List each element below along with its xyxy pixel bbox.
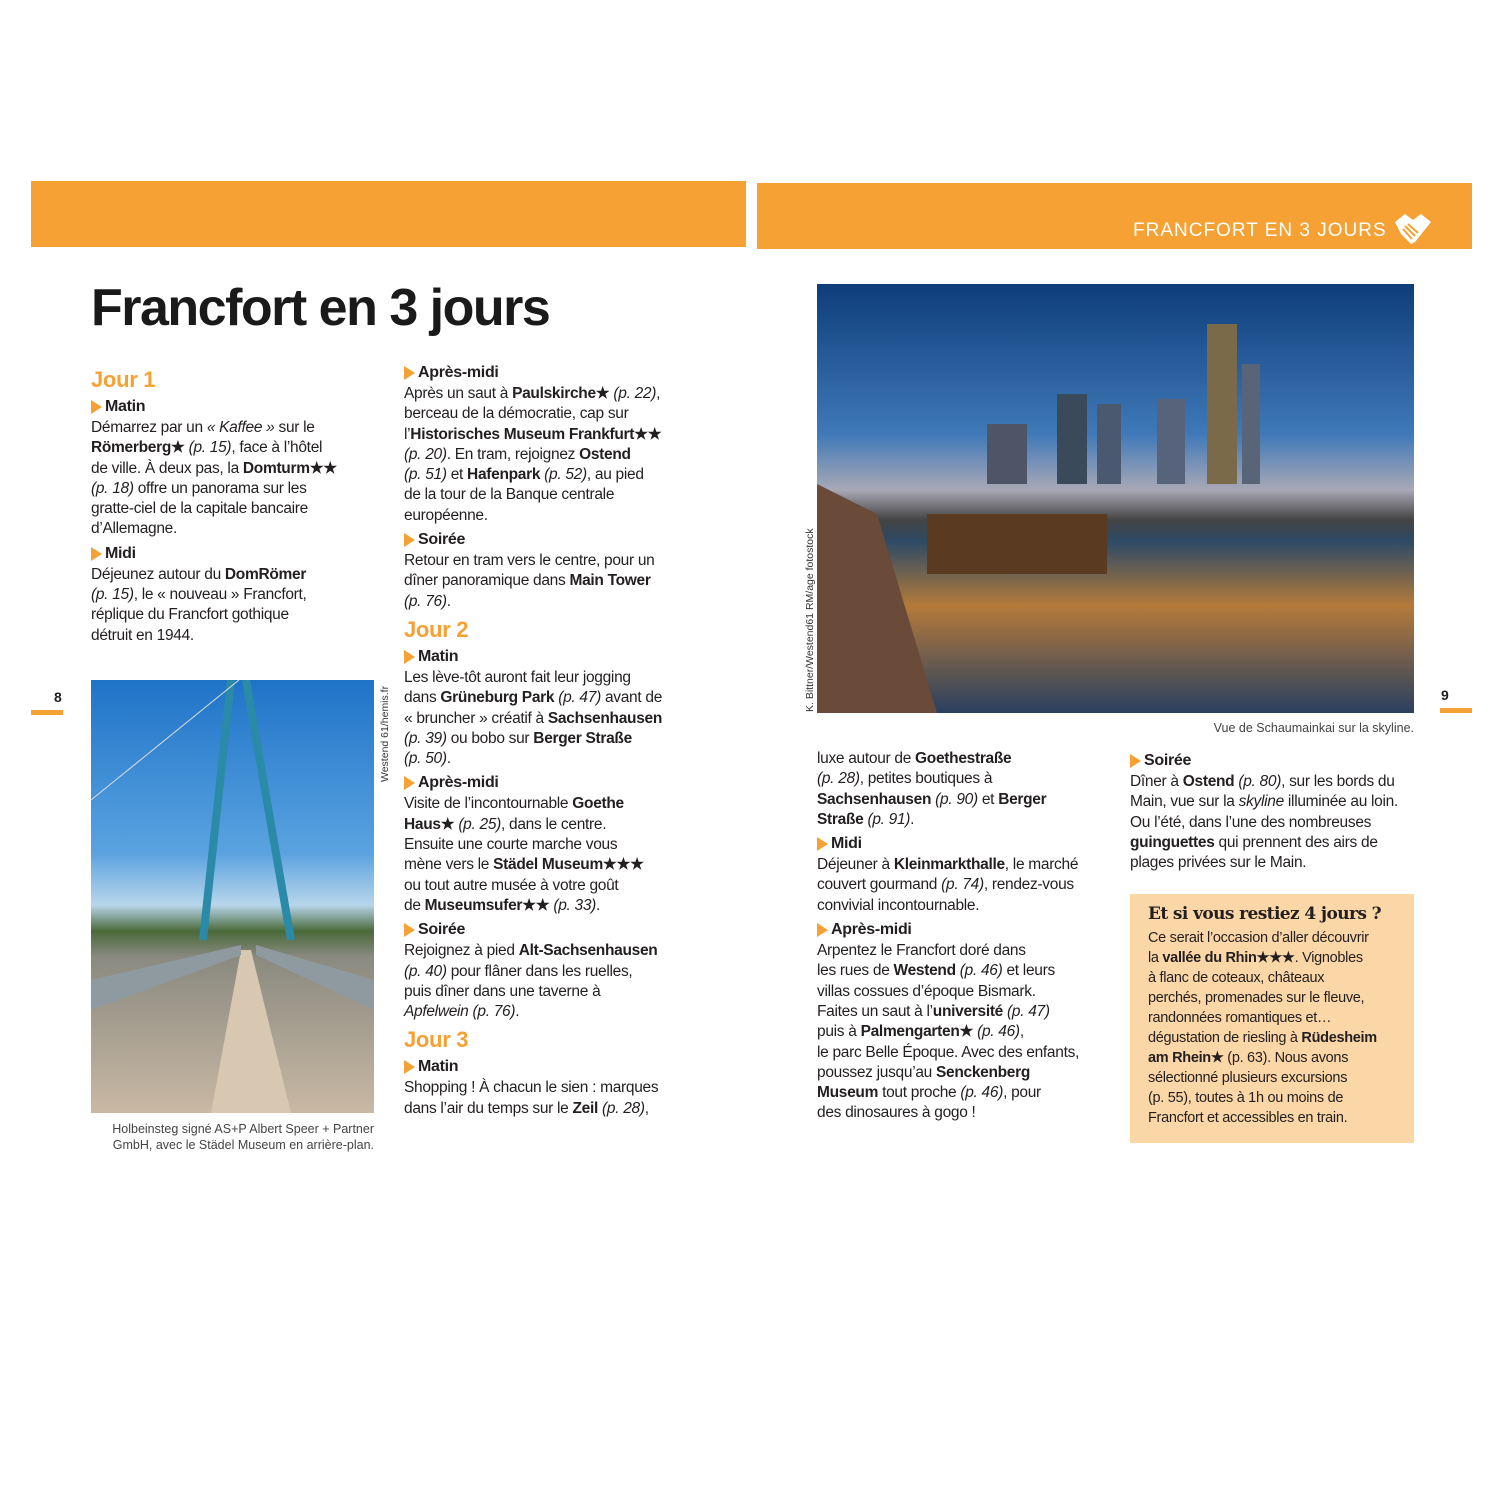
time-heading	[404, 1056, 689, 1078]
triangle-bullet-icon	[404, 366, 415, 380]
italic-text: (p. 46)	[960, 1084, 1004, 1102]
time-heading	[404, 919, 689, 941]
text: Shopping ! À chacun le sien : marques dans l’air du temps sur le	[404, 1079, 659, 1117]
paragraph	[404, 1078, 689, 1119]
time-heading	[91, 543, 381, 565]
text: puis à	[817, 1023, 857, 1041]
text: Retour en tram vers le centre, pour un dîner panoramique dans	[404, 552, 655, 590]
paragraph	[404, 794, 689, 916]
time-heading-label: Après-midi	[418, 774, 499, 792]
bold-text: Berger Straße	[817, 790, 1047, 828]
paragraph	[404, 941, 689, 1022]
italic-text: (p. 47)	[1003, 1002, 1050, 1020]
italic-text: (p. 74)	[941, 876, 984, 894]
text: illuminée au loin. Ou l’été, dans l’une des nombreuses	[1130, 793, 1398, 831]
bold-text: guinguettes	[1130, 833, 1215, 851]
photo-caption-right: Vue de Schaumainkai sur la skyline.	[1213, 721, 1414, 735]
page-number-right: 9	[1441, 687, 1449, 703]
text: . En tram, rejoignez	[446, 445, 580, 463]
photo-frankfurt-skyline	[817, 284, 1414, 713]
text: Les lève-tôt auront fait leur jogging dans	[404, 668, 631, 707]
bold-text: Kleinmarkthalle	[893, 856, 1005, 874]
italic-text: (p. 52)	[540, 466, 587, 484]
time-heading-label: Midi	[105, 544, 136, 562]
text: , berceau de la démocratie, cap sur l’	[404, 385, 661, 443]
time-heading-label: Midi	[831, 835, 862, 853]
column-4	[1130, 750, 1420, 876]
text: sur le	[278, 419, 315, 436]
bold-text: Städel Museum★★★	[493, 856, 644, 874]
time-heading	[404, 529, 689, 551]
triangle-bullet-icon	[817, 837, 828, 851]
text: ou tout autre musée à votre goût de	[404, 876, 619, 914]
time-heading-label: Soirée	[418, 531, 466, 549]
italic-text: (p. 15)	[184, 439, 232, 457]
italic-text: (p. 76)	[404, 592, 447, 610]
text: et	[977, 790, 999, 808]
text: Démarrez par un	[91, 419, 207, 436]
triangle-bullet-icon	[404, 1060, 415, 1074]
text: .	[515, 1003, 520, 1021]
italic-text: (p. 80)	[1234, 773, 1282, 790]
text: tout proche	[878, 1084, 961, 1102]
text: , le parc Belle Époque. Avec des enfants, poussez jusqu’au	[817, 1023, 1080, 1081]
column-1	[91, 362, 381, 649]
time-heading-label: Soirée	[1144, 752, 1192, 769]
text: , au pied de la tour de la Banque centrale européenne.	[404, 466, 644, 524]
bold-text: Palmengarten★	[860, 1023, 974, 1041]
time-heading	[404, 772, 689, 794]
bold-text: Grüneburg Park	[440, 689, 555, 707]
time-heading-label: Matin	[418, 647, 459, 665]
day-heading: Jour 1	[91, 367, 156, 392]
bold-text: Goethestraße	[915, 750, 1012, 767]
text: (p. 63). Nous avons sélectionné plusieurs excursions (p. 55), toutes à 1h ou moins de Francfort et accessibles en train.	[1148, 1050, 1349, 1126]
time-heading-label: Après-midi	[831, 921, 912, 939]
box-title: Et si vous restiez 4 jours ?	[1148, 904, 1381, 924]
bold-text: Alt-Sachsenhausen	[518, 942, 658, 960]
running-head: FRANCFORT EN 3 JOURS	[1133, 220, 1387, 241]
text: Arpentez le Francfort doré dans les rues de	[817, 942, 1026, 980]
italic-text: (p. 28)	[817, 770, 860, 788]
text: Rejoignez à pied	[404, 942, 519, 960]
text: , rendez-vous convivial incontournable.	[817, 876, 1074, 914]
italic-text: (p. 39)	[404, 729, 447, 747]
column-2	[404, 362, 689, 1122]
time-heading	[404, 362, 689, 384]
box-text	[1148, 928, 1402, 1128]
time-heading	[817, 919, 1112, 941]
text: Après un saut à	[404, 385, 513, 402]
photo-holbeinsteg-bridge	[91, 680, 374, 1113]
triangle-bullet-icon	[404, 650, 415, 664]
time-heading	[817, 833, 1112, 855]
page-number-left: 8	[54, 689, 62, 705]
italic-text: (p. 46)	[973, 1023, 1020, 1041]
text: pour flâner dans les ruelles, puis dîner dans une taverne à	[404, 962, 633, 1000]
italic-text: (p. 22)	[609, 385, 657, 402]
page-marker-left	[31, 710, 63, 715]
text: .	[446, 750, 451, 768]
sidebar-box	[1130, 894, 1414, 1143]
bold-text: Ostend	[1182, 773, 1235, 790]
photo-caption-left: Holbeinsteg signé AS+P Albert Speer + Partner GmbH, avec le Städel Museum en arrière-plan.	[112, 1122, 374, 1152]
paragraph	[817, 749, 1112, 830]
text: qui prennent des airs de plages privées sur le Main.	[1130, 833, 1378, 872]
text: Visite de l’incontournable	[404, 795, 573, 813]
text: , face à l’hôtel de ville. À deux pas, la	[91, 439, 323, 477]
paragraph	[404, 384, 689, 526]
italic-text: (p. 25)	[454, 815, 502, 833]
triangle-bullet-icon	[91, 400, 102, 414]
text: , petites boutiques à	[859, 770, 993, 788]
italic-text: (p. 50)	[404, 750, 447, 768]
italic-text: (p. 33)	[549, 896, 597, 914]
bold-text: université	[932, 1002, 1004, 1020]
bold-text: vallée du Rhin★★★	[1162, 950, 1295, 966]
italic-text: (p. 40)	[404, 962, 447, 980]
photo-credit-left: Westend 61/hemis.fr	[379, 685, 391, 782]
time-heading-label: Matin	[418, 1058, 459, 1076]
italic-text: (p. 51)	[404, 466, 447, 484]
triangle-bullet-icon	[404, 776, 415, 790]
text: .	[596, 896, 601, 914]
day-heading: Jour 2	[404, 616, 469, 642]
text: , le « nouveau » Francfort, réplique du Francfort gothique détruit en 1944.	[91, 586, 307, 644]
triangle-bullet-icon	[404, 923, 415, 937]
text: luxe autour de	[817, 750, 916, 767]
bold-text: Hafenpark	[467, 466, 541, 484]
time-heading	[404, 646, 689, 668]
italic-text: (p. 28)	[598, 1099, 645, 1117]
italic-text: (p. 18)	[91, 479, 134, 497]
bold-text: Berger Straße	[533, 729, 632, 747]
text: , pour des dinosaures à gogo !	[817, 1084, 1041, 1122]
paragraph	[404, 668, 689, 769]
text: . Vignobles à flanc de coteaux, châteaux perchés, promenades sur le fleuve, randonnées romantiques et… dégustation de riesling à	[1148, 950, 1365, 1046]
bold-text: Senckenberg Museum	[817, 1063, 1031, 1102]
italic-text: (p. 47)	[554, 689, 601, 707]
text: , sur les bords du Main, vue sur la	[1130, 773, 1395, 811]
italic-text: skyline	[1238, 793, 1284, 811]
bold-text: DomRömer	[224, 565, 307, 583]
bold-text: Main Tower	[569, 572, 651, 590]
triangle-bullet-icon	[91, 547, 102, 561]
text: , le marché couvert gourmand	[817, 856, 1079, 894]
paragraph	[817, 855, 1112, 916]
bold-text: Museumsufer★★	[424, 896, 550, 914]
italic-text: (p. 90)	[931, 790, 978, 808]
bold-text: Domturm★★	[242, 459, 337, 477]
day-heading: Jour 3	[404, 1027, 469, 1053]
time-heading-label: Après-midi	[418, 364, 499, 381]
header-bar-left	[31, 181, 746, 247]
handshake-icon	[1393, 212, 1433, 246]
paragraph	[91, 565, 381, 646]
text: Déjeuner à	[817, 856, 894, 874]
text: , dans le centre. Ensuite une courte marche vous mène vers le	[404, 815, 618, 874]
bold-text: Zeil	[572, 1099, 599, 1117]
triangle-bullet-icon	[404, 533, 415, 547]
time-heading	[1130, 750, 1420, 772]
bold-text: Historisches Museum Frankfurt★★	[410, 425, 662, 443]
text: Déjeunez autour du	[91, 565, 225, 583]
text: .	[446, 592, 451, 610]
bold-text: Rüdesheim am Rhein★	[1148, 1030, 1377, 1066]
page-title: Francfort en 3 jours	[91, 279, 550, 337]
text: offre un panorama sur les gratte-ciel de la capitale bancaire d’Allemagne.	[91, 479, 308, 538]
bold-text: Sachsenhausen	[817, 790, 932, 808]
bold-text: Goethe Haus★	[404, 795, 624, 833]
bold-text: Paulskirche★	[512, 385, 610, 402]
italic-text: (p. 91)	[863, 810, 911, 828]
text: et leurs villas cossues d’époque Bismark. Faites un saut à l’	[817, 962, 1055, 1020]
italic-text: « Kaffee »	[206, 419, 275, 436]
time-heading-label: Soirée	[418, 921, 466, 939]
page-marker-right	[1440, 708, 1472, 713]
text: et	[446, 466, 468, 484]
text: Dîner à	[1130, 773, 1183, 790]
bold-text: Westend	[893, 962, 956, 980]
column-3	[817, 749, 1112, 1127]
triangle-bullet-icon	[817, 923, 828, 937]
text: .	[910, 810, 915, 828]
time-heading	[91, 396, 381, 418]
italic-text: (p. 20)	[404, 445, 447, 463]
bold-text: Ostend	[579, 445, 631, 463]
text: ,	[644, 1099, 649, 1117]
photo-credit-right: K. Bittner/Westend61 RM/age fotostock	[804, 528, 816, 712]
paragraph	[404, 551, 689, 612]
italic-text: (p. 15)	[91, 586, 134, 604]
text: Ce serait l’occasion d’aller découvrir la	[1148, 930, 1369, 966]
italic-text: Apfelwein (p. 76)	[404, 1003, 516, 1021]
text: ou bobo sur	[446, 729, 534, 747]
triangle-bullet-icon	[1130, 754, 1141, 768]
time-heading-label: Matin	[105, 398, 146, 415]
paragraph	[817, 941, 1112, 1124]
italic-text: (p. 46)	[955, 962, 1003, 980]
paragraph	[91, 418, 381, 540]
paragraph	[1130, 772, 1420, 873]
bold-text: Sachsenhausen	[547, 709, 663, 727]
text: avant de « bruncher » créatif à	[404, 689, 663, 727]
bold-text: Römerberg★	[91, 439, 185, 457]
